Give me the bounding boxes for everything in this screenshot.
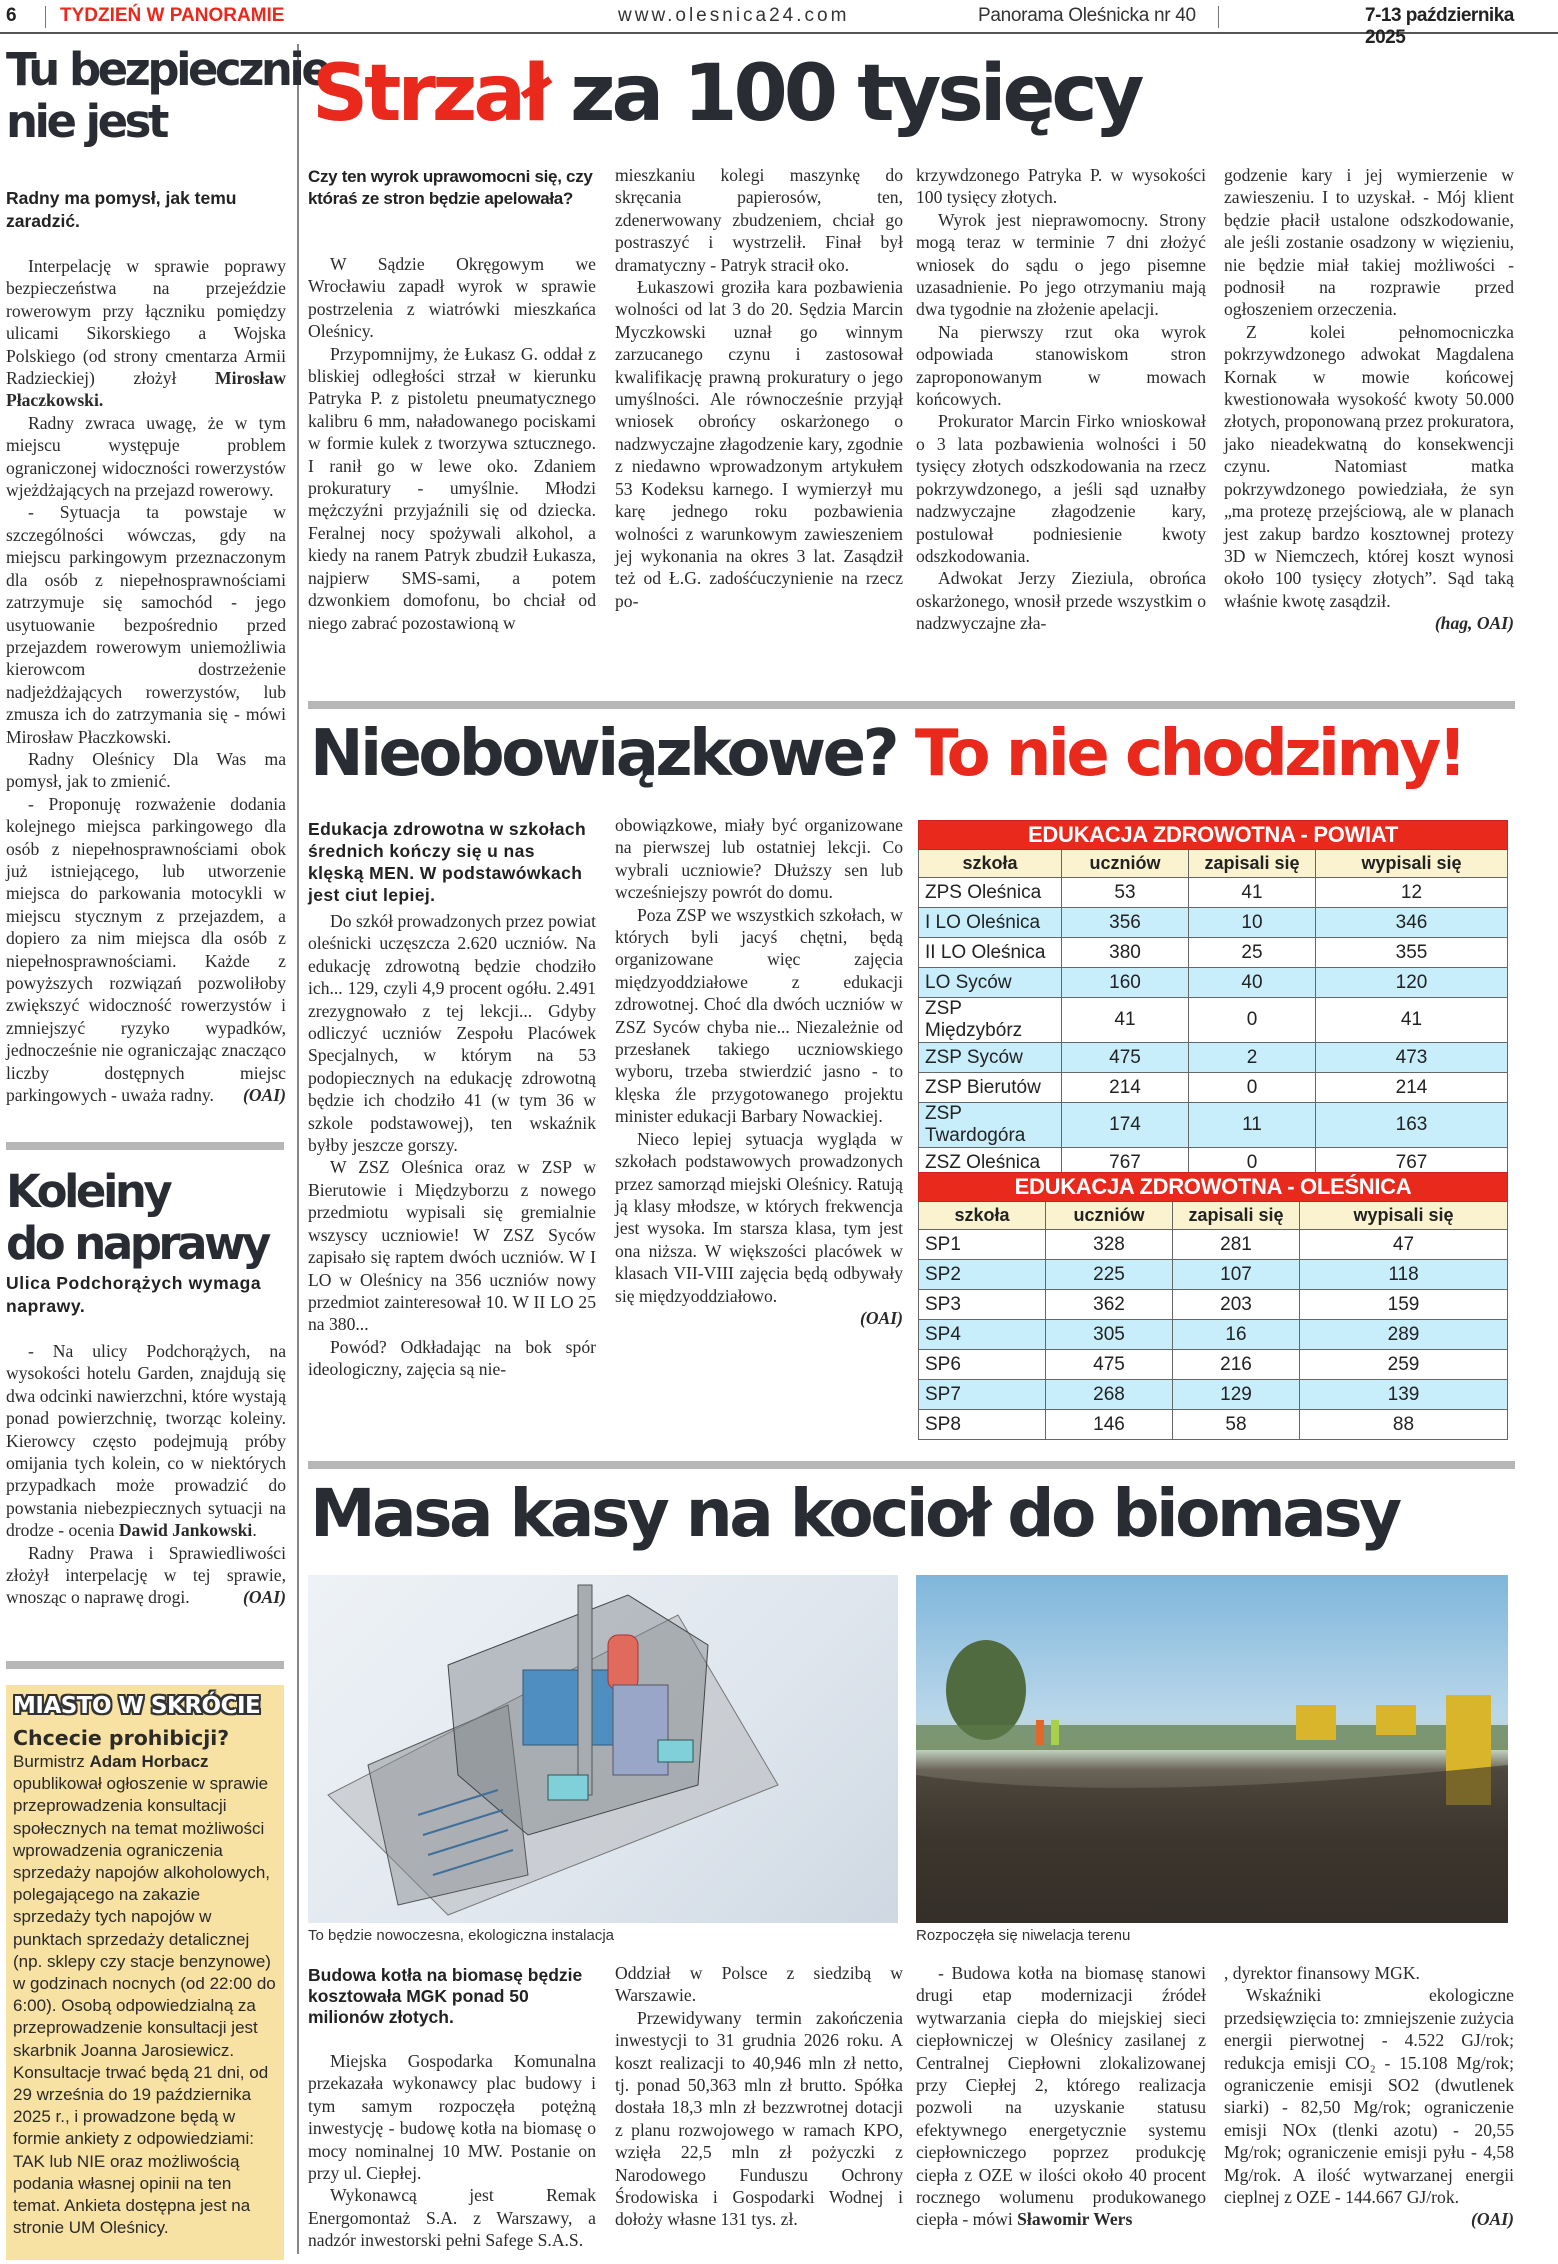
table-olesnica [918, 1172, 1508, 1440]
table-cell: SP4 [919, 1320, 1046, 1350]
table-cell: 214 [1316, 1073, 1508, 1103]
table-cell: 362 [1046, 1290, 1173, 1320]
table-row [919, 1410, 1508, 1440]
column-header: szkoła [919, 1202, 1046, 1230]
table-cell: 107 [1173, 1260, 1300, 1290]
article-lead: Czy ten wyrok uprawomocni się, czy któraś ze stron będzie apelowała? [308, 167, 593, 208]
article-body-col4 [1224, 164, 1514, 635]
table-cell: 40 [1189, 968, 1316, 998]
article-body [6, 1340, 286, 1609]
table-cell: 58 [1173, 1410, 1300, 1440]
table-cell: 53 [1062, 878, 1189, 908]
table-cell: I LO Oleśnica [919, 908, 1062, 938]
table-title: EDUKACJA ZDROWOTNA - OLEŚNICA [919, 1173, 1508, 1202]
photo-caption: Rozpoczęła się niwelacja terenu [916, 1927, 1131, 1944]
paragraph: Nieco lepiej sytuacja wygląda w szkołach podstawowych prowadzonych przez samorząd miejski Oleśnicy. Ratują ją klasy młodsze, w których frekwencja jest wysoka. Im starsza klasa, tym jest ona niższa. W większości placówek w klasach VII-VIII zajęcia będą odbywały się międzyoddziałowo. [615, 1128, 903, 1306]
header-divider [45, 6, 46, 28]
table-cell: 328 [1046, 1230, 1173, 1260]
table-cell: 163 [1316, 1103, 1508, 1148]
paragraph: Prokurator Marcin Firko wnioskował o 3 lata pozbawienia wolności i 50 tysięcy złotych odszkodowania na rzecz pokrzywdzonego, a jeśli sąd uznałby nadzwyczajne złagodzenie kary, postulował podniesienie kwoty odszkodowania. [916, 411, 1206, 566]
section-title: TYDZIEŃ W PANORAMIE [60, 5, 285, 26]
paragraph: Wyrok jest nieprawomocny. Strony mogą teraz w terminie 7 dni złożyć wniosek do sądu o jego pisemne uzasadnienie. Po jego otrzymaniu mają dwa tygodnie na złożenie apelacji. [916, 209, 1206, 320]
signature: (OAI) [242, 1587, 286, 1608]
boiler-installation-icon [308, 1575, 898, 1923]
table-row [919, 878, 1508, 908]
table-row [919, 1320, 1508, 1350]
article-body-col3 [916, 164, 1206, 635]
table-cell: 225 [1046, 1260, 1173, 1290]
table-row [919, 1230, 1508, 1260]
table-cell: 146 [1046, 1410, 1173, 1440]
table-cell: SP1 [919, 1230, 1046, 1260]
article-lead: Radny ma pomysł, jak temu zaradzić. [6, 188, 237, 231]
table-cell: SP7 [919, 1380, 1046, 1410]
table-cell: 281 [1173, 1230, 1300, 1260]
article-body-col4 [1224, 1962, 1514, 2231]
paragraph: Radny Prawa i Sprawiedliwości złożył interpelację w tej sprawie, wnosząc o naprawę drogi. (OAI) [6, 1542, 286, 1608]
paragraph: Interpelację w sprawie poprawy bezpieczeństwa na przejeździe rowerowym przy łączniku pomiędzy ulicami Sikorskiego a Wojska Polskiego (od strony cmentarza Armii Radzieckiej) złożył Mirosław Płaczkowski. [6, 256, 286, 411]
paragraph: - Proponuję rozważenie dodania kolejnego miejsca parkingowego dla osób z niepełnosprawnościami obok już istniejącego, lub utworzenie miejsca do parkowania motocykli w miejscu stycznym z przejazdem, a dopiero za nim miejsca dla osób z niepełnosprawnościami. Każde z powyższych rozwiązań pozwoliłoby zwiększyć widoczność rowerzystów i zmniejszyć ryzyko wypadków, jednocześnie nie ograniczając znacząco liczby dostępnych miejsc parkingowych - uważa radny. (OAI) [6, 793, 286, 1106]
column-header: wypisali się [1300, 1202, 1508, 1230]
site-url[interactable]: www.olesnica24.com [618, 5, 850, 26]
table-cell: 346 [1316, 908, 1508, 938]
paragraph: Łukaszowi groziła kara pozbawienia wolności od lat 3 do 20. Sędzia Marcin Myczkowski uznał go winnym zarzucanego czynu i zastosował kwalifikację prawną prokuratury o jego umyślności. Ale równocześnie przyjął wniosek obrońcy oskarżonego o nadzwyczajne złagodzenie kary, zgodnie z niedawno wprowadzonym artykułem 53 Kodeksu karnego. I wymierzył mu karę jednego roku pozbawienia wolności z warunkowym zawieszeniem jej wykonania na okres 3 lat. Zasądził też od Ł.G. zadośćuczynienie na rzecz po- [615, 277, 903, 611]
paragraph: Radny Oleśnicy Dla Was ma pomysł, jak to zmienić. [6, 748, 286, 792]
article-body-col1 [308, 910, 596, 1381]
table-cell: 41 [1189, 878, 1316, 908]
article-title: Strzał za 100 tysięcy [312, 49, 1141, 139]
paragraph: Z kolei pełnomocniczka pokrzywdzonego adwokat Magdalena Kornak w mowie końcowej kwestionowała wysokość kwoty 50.000 złotych, proponowaną przez prokuratora, jako nieadekwatną do konsekwencji czynu. Natomiast matka pokrzywdzonego powiedziała, że syn „ma protezę przejściową, ale w planach jest zakup bardzo kosztownej protezy 3D w Niemczech, której koszt wynosi około 100 tysięcy złotych”. Sąd taką właśnie kwotę zasądził. [1224, 321, 1514, 611]
paragraph: Powód? Odkładając na bok spór ideologiczny, zajęcia są nie- [308, 1336, 596, 1380]
table-title: EDUKACJA ZDROWOTNA - POWIAT [919, 821, 1508, 850]
table-row [919, 1380, 1508, 1410]
article-lead: Ulica Podchorążych wymaga naprawy. [6, 1273, 262, 1316]
table-cell: 214 [1062, 1073, 1189, 1103]
table-cell: 305 [1046, 1320, 1173, 1350]
photo-caption: To będzie nowoczesna, ekologiczna instalacja [308, 1927, 615, 1944]
paragraph: Do szkół prowadzonych przez powiat oleśnicki uczęszcza 2.620 uczniów. Na edukację zdrowotną będzie chodziło ich... 129, czyli 4,9 procent ogółu. 2.491 zrezygnowało z tej lekcji... Gdyby odliczyć uczniów Zespołu Placówek Specjalnych, w którym na 53 podopiecznych na edukację zdrowotną będzie ich chodziło 41 (w tym 36 w szkole podstawowej), ten wskaźnik byłby jeszcze gorszy. [308, 911, 596, 1156]
table-row [919, 998, 1508, 1043]
table-cell: LO Syców [919, 968, 1062, 998]
column-header: wypisali się [1316, 850, 1508, 878]
article-title: Masa kasy na kocioł do biomasy [310, 1475, 1399, 1552]
paragraph: krzywdzonego Patryka P. w wysokości 100 tysięcy złotych. [916, 165, 1206, 208]
table-cell: ZSP Twardogóra [919, 1103, 1062, 1148]
table-cell: 2 [1189, 1043, 1316, 1073]
table-cell: 0 [1189, 998, 1316, 1043]
table-cell: 139 [1300, 1380, 1508, 1410]
article-body-col2 [615, 164, 903, 612]
paragraph: , dyrektor finansowy MGK. [1224, 1963, 1420, 1983]
column-header: zapisali się [1189, 850, 1316, 878]
table-cell: 118 [1300, 1260, 1508, 1290]
table-row [919, 1073, 1508, 1103]
table-cell: 380 [1062, 938, 1189, 968]
brief-heading: Chcecie prohibicji? [13, 1726, 230, 1750]
table-cell: 767 [1062, 1148, 1189, 1178]
section-divider [6, 1142, 284, 1150]
table-cell: 355 [1316, 938, 1508, 968]
paragraph: Na pierwszy rzut oka wyrok odpowiada stanowiskom stron zaproponowanym w mowach końcowych. [916, 321, 1206, 410]
paragraph: Wskaźniki ekologiczne przedsięwzięcia to: zmniejszenie zużycia energii pierwotnej - 4.522 GJ/rok; redukcja emisji CO₂ - 15.108 Mg/rok; ograniczenie emisji SO2 (dwutlenek siarki) - 82,50 Mg/rok; ograniczenie emisji NOx (tlenki azotu) - 20,55 Mg/rok; ograniczenie emisji pyłu - 4,58 Mg/rok. A ilość wytwarzanej energii cieplnej z OZE - 144.667 GJ/rok. (OAI) [1224, 1985, 1514, 2230]
table-cell: ZSP Bierutów [919, 1073, 1062, 1103]
brief-text: Burmistrz Adam Horbacz opublikował ogłoszenie w sprawie przeprowadzenia konsultacji społecznych na temat możliwości wprowadzenia ograniczenia sprzedaży napojów alkoholowych, polegającego na zakazie sprzedaży tych napojów w punktach sprzedaży detalicznej (np. sklepy czy stacje benzynowe) w godzinach nocnych (od 22:00 do 6:00). Osobą odpowiedzialną za przeprowadzenie konsultacji jest skarbnik Joanna Jarosiewicz. Konsultacje trwać będą 21 dni, od 29 września do 19 października 2025 r., i prowadzone będą w formie ankiety z odpowiedziami: TAK lub NIE oraz możliwością podania własnej opinii na ten temat. Ankieta dostępna jest na stronie UM Oleśnicy. [13, 1752, 276, 2238]
paragraph: - Na ulicy Podchorążych, na wysokości hotelu Garden, znajdują się dwa odcinki nawierzchni, które wystają ponad powierzchnię, tworząc koleiny. Kierowcy często podejmują próby omijania tych kolein, co w niektórych przypadkach może prowadzić do powstania niebezpiecznych sytuacji na drodze - ocenia Dawid Jankowski. [6, 1341, 286, 1541]
paragraph: - Budowa kotła na biomasę stanowi drugi etap modernizacji źródeł wytwarzania ciepła do miejskiej sieci ciepłowniczej w Oleśnicy zasilanej z Centralnej Ciepłowni zlokalizowanej przy Ciepłej 2, którego realizacja pozwoli na uzyskanie statusu efektywnego energetycznie systemu ciepłowniczego poprzez produkcję ciepła z OZE w ilości około 40 procent rocznego wolumenu produkowanego ciepła - mówi Sławomir Wers [916, 1963, 1206, 2230]
signature: (hag, OAI) [1434, 613, 1514, 634]
table-cell: 259 [1300, 1350, 1508, 1380]
article-body-col2 [615, 1962, 903, 2231]
paragraph: Przewidywany termin zakończenia inwestycji to 31 grudnia 2026 roku. A koszt realizacji to 40,946 mln zł netto, tj. ponad 50,363 mln zł brutto. Spółka dostała 18,3 mln zł bezzwrotnej dotacji z planu rozwojowego w ramach KPO, wzięła 22,5 mln zł pożyczki z Narodowego Funduszu Ochrony Środowiska i Gospodarki Wodnej i dołoży własne 131 tys. zł. [615, 2007, 903, 2230]
table-cell: 475 [1046, 1350, 1173, 1380]
paragraph: Oddział w Polsce z siedzibą w Warszawie. [615, 1963, 903, 2006]
table-cell: SP2 [919, 1260, 1046, 1290]
table-cell: 10 [1189, 908, 1316, 938]
table-row [919, 908, 1508, 938]
column-header: uczniów [1046, 1202, 1173, 1230]
table-cell: ZSP Międzybórz [919, 998, 1062, 1043]
table-cell: 129 [1173, 1380, 1300, 1410]
table-cell: 88 [1300, 1410, 1508, 1440]
brief-section-title: MIASTO W SKRÓCIE [13, 1693, 261, 1719]
paragraph: Miejska Gospodarka Komunalna przekazała wykonawcy plac budowy i tym samym rozpoczęła potężną inwestycję - budowę kotła na biomasę o mocy nominalnej 10 MW. Postanie on przy ul. Ciepłej. [308, 2051, 596, 2184]
column-divider [297, 44, 299, 2254]
table-row [919, 1290, 1508, 1320]
paragraph: Adwokat Jerzy Zieziula, obrońca oskarżonego, wnosił przede wszystkim o nadzwyczajne zła- [916, 568, 1206, 634]
section-divider [308, 1461, 1515, 1469]
paragraph: mieszkaniu kolegi maszynkę do skręcania papierosów, ten, zdenerwowany zbudzeniem, chciał go postraszyć i wystrzelił. Finał był dramatyczny - Patryk stracił oko. [615, 165, 903, 275]
table-cell: 0 [1189, 1073, 1316, 1103]
table-cell: 16 [1173, 1320, 1300, 1350]
table-cell: 11 [1189, 1103, 1316, 1148]
article-body-col2 [615, 814, 903, 1329]
paragraph: Radny zwraca uwagę, że w tym miejscu występuje problem ograniczonej widoczności rowerzystów wjeżdżających na przejazd rowerowy. [6, 412, 286, 501]
column-header: uczniów [1062, 850, 1189, 878]
table-powiat [918, 820, 1508, 1178]
table-cell: 268 [1046, 1380, 1173, 1410]
paragraph: godzenie kary i jej wymierzenie w zawieszeniu. I to uzyskał. - Mój klient będzie płacił ustalone odszkodowanie, ale jeśli zostanie osadzony w więzieniu, nie będzie miał takiej możliwości - podnosił na rozprawie przed ogłoszeniem orzeczenia. [1224, 165, 1514, 320]
article-title: Tu bezpiecznie nie jest [6, 43, 329, 148]
signature: (OAI) [242, 1085, 286, 1106]
table-cell: 0 [1189, 1148, 1316, 1178]
paragraph: - Sytuacja ta powstaje w szczególności wówczas, gdy na miejscu parkingowym przeznaczonym dla osób z niepełnosprawnościami zatrzymuje się samochód - jego usytuowanie bezpośrednio przed przejazdem rowerowym uniemożliwia kierowcom dostrzeżenie nadjeżdżających rowerzystów, lub zmusza ich do zatrzymania się - mówi Mirosław Płaczkowski. [6, 502, 286, 747]
article-lead: Edukacja zdrowotna w szkołach średnich kończy się u nas klęską MEN. W podstawówkach jest ciut lepiej. [308, 819, 587, 905]
page-header [0, 0, 1558, 48]
table-cell: SP8 [919, 1410, 1046, 1440]
table-row [919, 968, 1508, 998]
paragraph: Przypomnijmy, że Łukasz G. oddał z bliskiej odległości strzał w kierunku Patryka P. z pistoletu pneumatycznego kalibru 6 mm, naładowanego pociskami w formie kulek z tworzywa sztucznego. I ranił go w lewe oko. Zdaniem prokuratury - umyślnie. Młodzi mężczyźni przyjaźnili się od dziecka. Feralnej nocy spożywali alkohol, a kiedy na ranem Patryk zbudził Łukasza, najpierw SMS-sami, a potem dzwonkiem domofonu, bo chciał od niego zabrać pozostawioną w [308, 343, 596, 633]
paragraph: obowiązkowe, miały być organizowane na pierwszej lub ostatniej lekcji. Co wybrali uczniowie? Dłuższy sen lub wcześniejszy powrót do domu. [615, 815, 903, 903]
article-lead: Budowa kotła na biomasę będzie kosztowała MGK ponad 50 milionów złotych. [308, 1965, 583, 2027]
signature: (OAI) [1470, 2209, 1514, 2230]
article-body-col1 [308, 253, 596, 634]
article-body-col3 [916, 1962, 1206, 2231]
table-cell: 216 [1173, 1350, 1300, 1380]
city-brief-box [6, 1685, 284, 2260]
table-cell: 159 [1300, 1290, 1508, 1320]
table-cell: 203 [1173, 1290, 1300, 1320]
paragraph: W ZSZ Oleśnica oraz w ZSP w Bierutowie i Międzyborzu z nowego przedmiotu wypisali się gremialnie wszyscy uczniowie! W ZSZ Syców zapisało się raptem dwóch uczniów. W I LO w Oleśnicy na 356 uczniów nowy przedmiot zainteresował 10. W II LO 25 na 380... [308, 1157, 596, 1335]
table-cell: 475 [1062, 1043, 1189, 1073]
table-cell: 41 [1062, 998, 1189, 1043]
construction-site-photo [916, 1575, 1508, 1923]
column-header: zapisali się [1173, 1202, 1300, 1230]
article-title: Koleiny do naprawy [6, 1165, 268, 1270]
article-body-col1 [308, 2050, 596, 2252]
issue-date: 7-13 października 2025 [1365, 5, 1514, 48]
table-cell: 120 [1316, 968, 1508, 998]
column-header: szkoła [919, 850, 1062, 878]
table-row [919, 938, 1508, 968]
construction-scene-icon [916, 1575, 1508, 1923]
table-cell: 767 [1316, 1148, 1508, 1178]
table-cell: 160 [1062, 968, 1189, 998]
issue-label: Panorama Oleśnicka nr 40 [978, 5, 1196, 26]
article-title: Nieobowiązkowe? To nie chodzimy! [310, 717, 1464, 791]
table-row [919, 1260, 1508, 1290]
paragraph: Wykonawcą jest Remak Energomontaż S.A. z Warszawy, a nadzór inwestorski pełni Safege S.A.S. [308, 2185, 596, 2251]
page-number: 6 [6, 5, 17, 26]
table-cell: II LO Oleśnica [919, 938, 1062, 968]
section-divider [308, 701, 1515, 709]
signature: (OAI) [859, 1307, 903, 1328]
table-cell: SP6 [919, 1350, 1046, 1380]
table-cell: ZSP Syców [919, 1043, 1062, 1073]
table-row [919, 1103, 1508, 1148]
section-divider [6, 1661, 284, 1669]
header-divider [1218, 6, 1219, 28]
table-row [919, 1350, 1508, 1380]
table-cell: ZSZ Oleśnica [919, 1148, 1062, 1178]
table-cell: SP3 [919, 1290, 1046, 1320]
table-cell: 289 [1300, 1320, 1508, 1350]
table-cell: 47 [1300, 1230, 1508, 1260]
table-cell: 174 [1062, 1103, 1189, 1148]
table-cell: 41 [1316, 998, 1508, 1043]
paragraph: Poza ZSP we wszystkich szkołach, w których byli jacyś chętni, będą organizowane więc zajęcia międzyoddziałowe z edukacji zdrowotnej. Choć dla dwóch uczniów w ZSZ Syców chyba nie... Niezależnie od przesłanek takiego uczniowskiego wyboru, trzeba stwierdzić jasno - to klęska źle przygotowanego projektu minister edukacji Barbary Nowackiej. [615, 904, 903, 1127]
table-cell: 473 [1316, 1043, 1508, 1073]
table-row [919, 1043, 1508, 1073]
paragraph: W Sądzie Okręgowym we Wrocławiu zapadł wyrok w sprawie postrzelenia z wiatrówki mieszkańca Oleśnicy. [308, 254, 596, 342]
table-cell: ZPS Oleśnica [919, 878, 1062, 908]
table-cell: 25 [1189, 938, 1316, 968]
table-cell: 12 [1316, 878, 1508, 908]
boiler-rendering-image [308, 1575, 898, 1923]
article-body [6, 255, 286, 1106]
table-cell: 356 [1062, 908, 1189, 938]
